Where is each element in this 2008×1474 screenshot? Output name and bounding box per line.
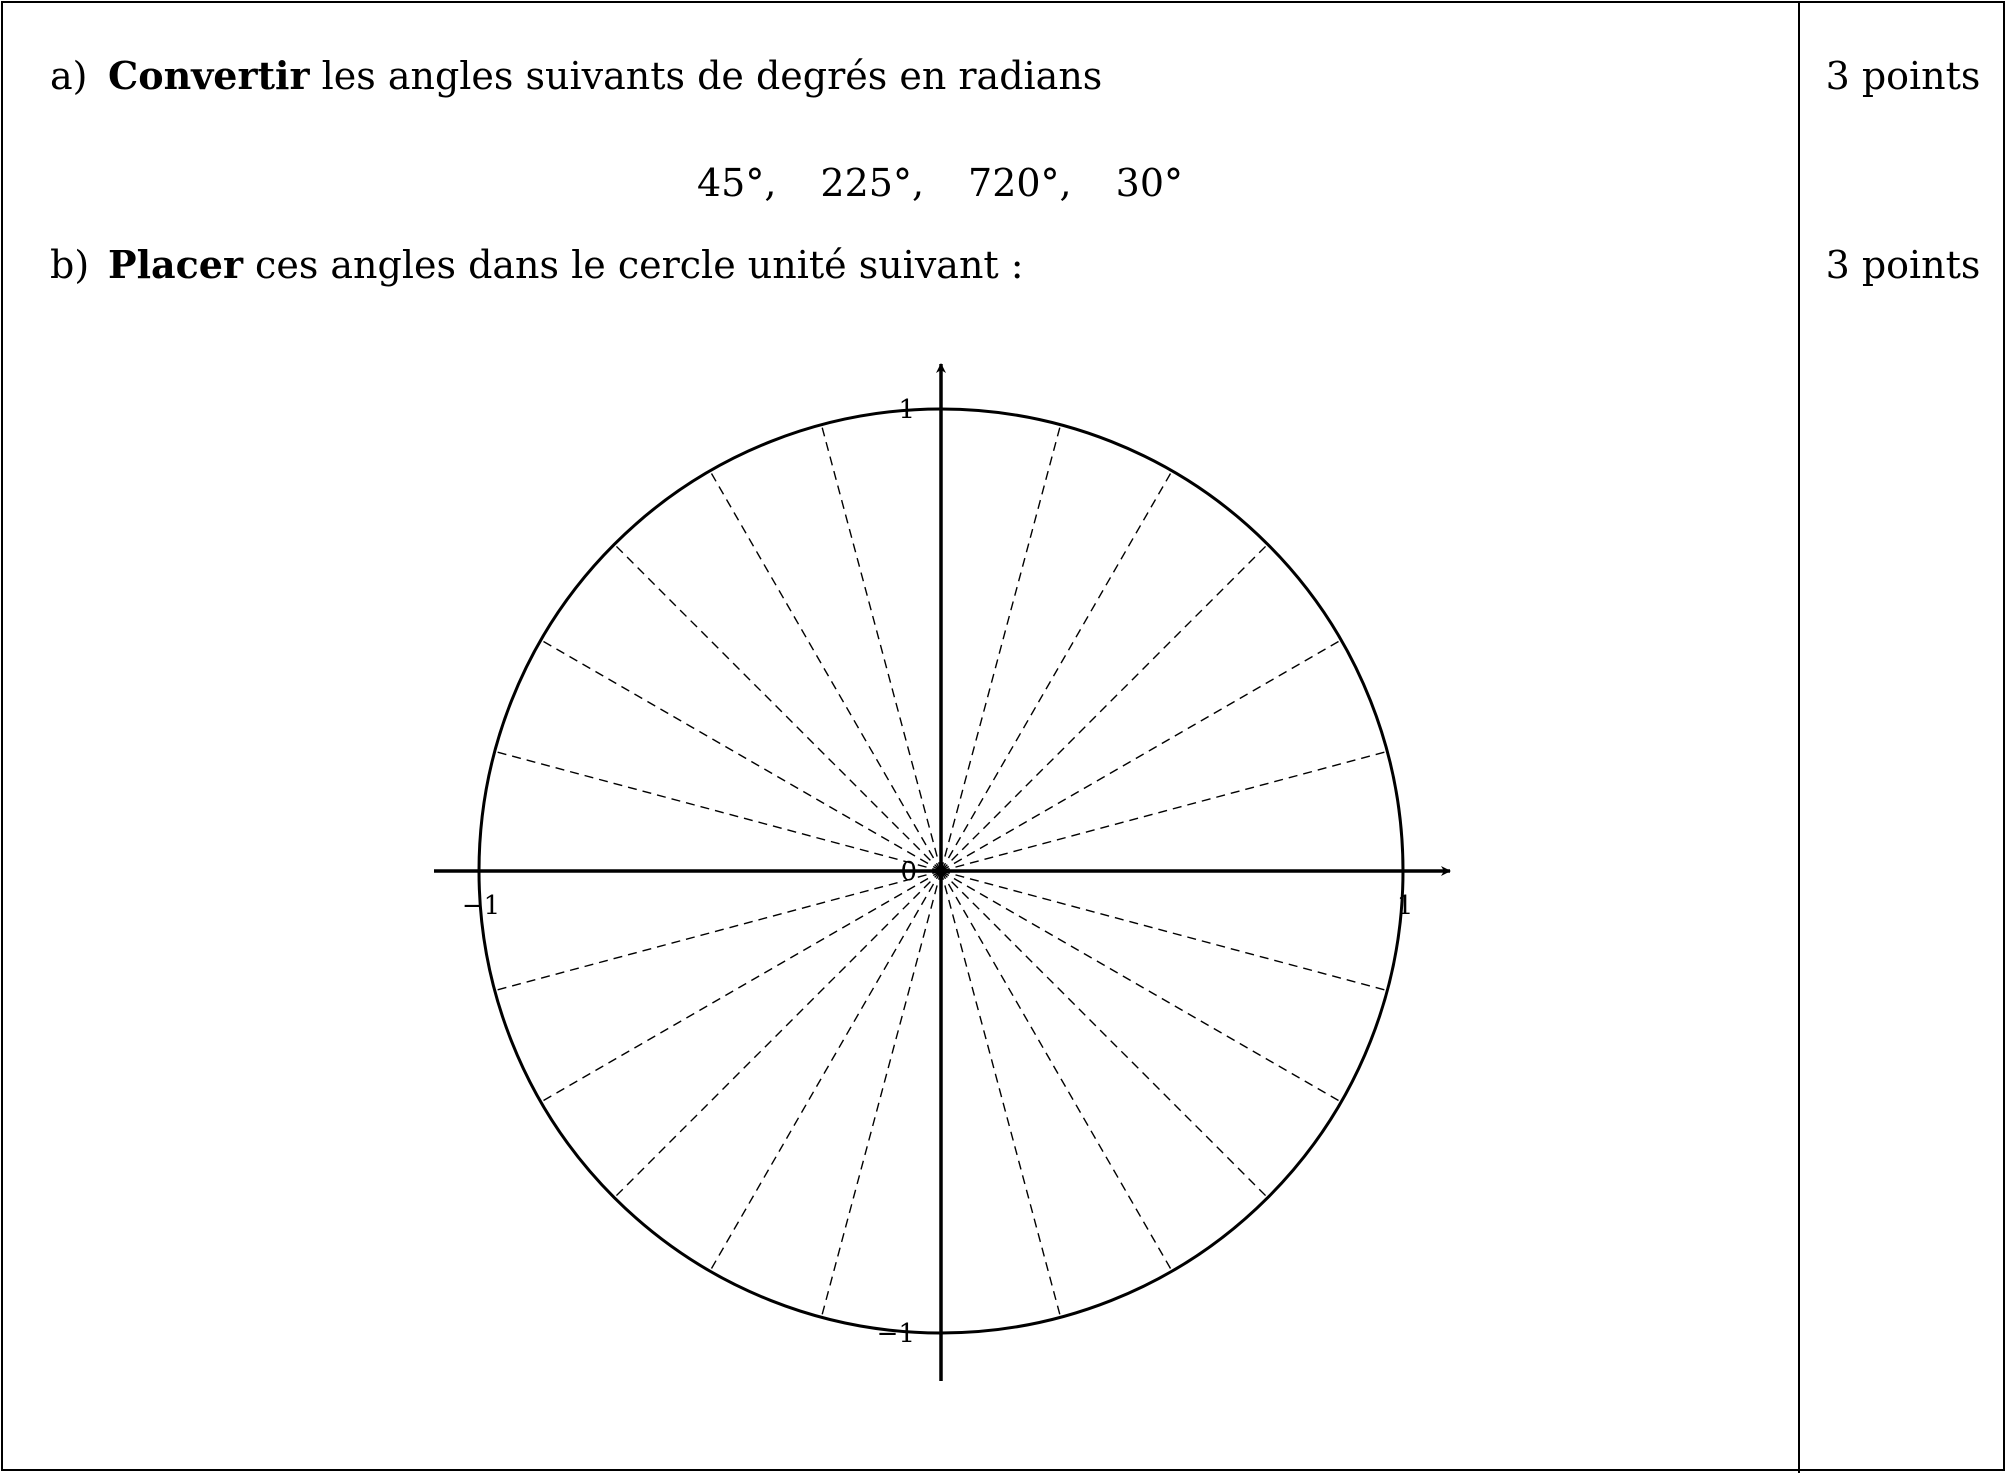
question-b-marker: b): [50, 243, 90, 287]
dashed-ray: [541, 871, 941, 1102]
dashed-ray: [941, 871, 1341, 1102]
question-a-marker: a): [50, 54, 88, 98]
question-b-points: 3 points: [1825, 243, 1981, 287]
dashed-ray: [614, 871, 941, 1198]
dashed-ray: [614, 544, 941, 871]
y-max-label: 1: [898, 395, 915, 425]
x-max-label: 1: [1396, 891, 1414, 921]
dashed-ray: [941, 751, 1387, 871]
dashed-ray: [941, 471, 1172, 871]
dashed-ray: [821, 425, 941, 871]
question-a-points: 3 points: [1825, 54, 1981, 98]
origin-label: 0: [900, 857, 917, 887]
dashed-ray: [495, 871, 941, 991]
question-a-text: les angles suivants de degrés en radians: [309, 54, 1103, 98]
dashed-ray: [941, 871, 1387, 991]
dashed-ray: [541, 640, 941, 871]
angle-item: 45°,: [696, 161, 777, 205]
angle-item: 30°: [1115, 161, 1183, 205]
dashed-ray: [495, 751, 941, 871]
dashed-ray: [941, 640, 1341, 871]
dashed-ray: [941, 544, 1268, 871]
dashed-ray: [941, 871, 1172, 1271]
dashed-ray: [710, 471, 941, 871]
dashed-ray: [710, 871, 941, 1271]
question-b-keyword: Placer: [108, 242, 243, 287]
question-b-text: ces angles dans le cercle unité suivant :: [242, 243, 1024, 287]
y-min-label: −1: [876, 1319, 915, 1349]
angle-item: 720°,: [968, 161, 1072, 205]
dashed-ray: [941, 425, 1061, 871]
x-min-label: −1: [461, 891, 501, 921]
question-a-keyword: Convertir: [108, 53, 310, 98]
angle-item: 225°,: [820, 161, 925, 205]
dashed-ray: [941, 871, 1061, 1317]
dashed-ray: [941, 871, 1268, 1198]
dashed-ray: [821, 871, 941, 1317]
